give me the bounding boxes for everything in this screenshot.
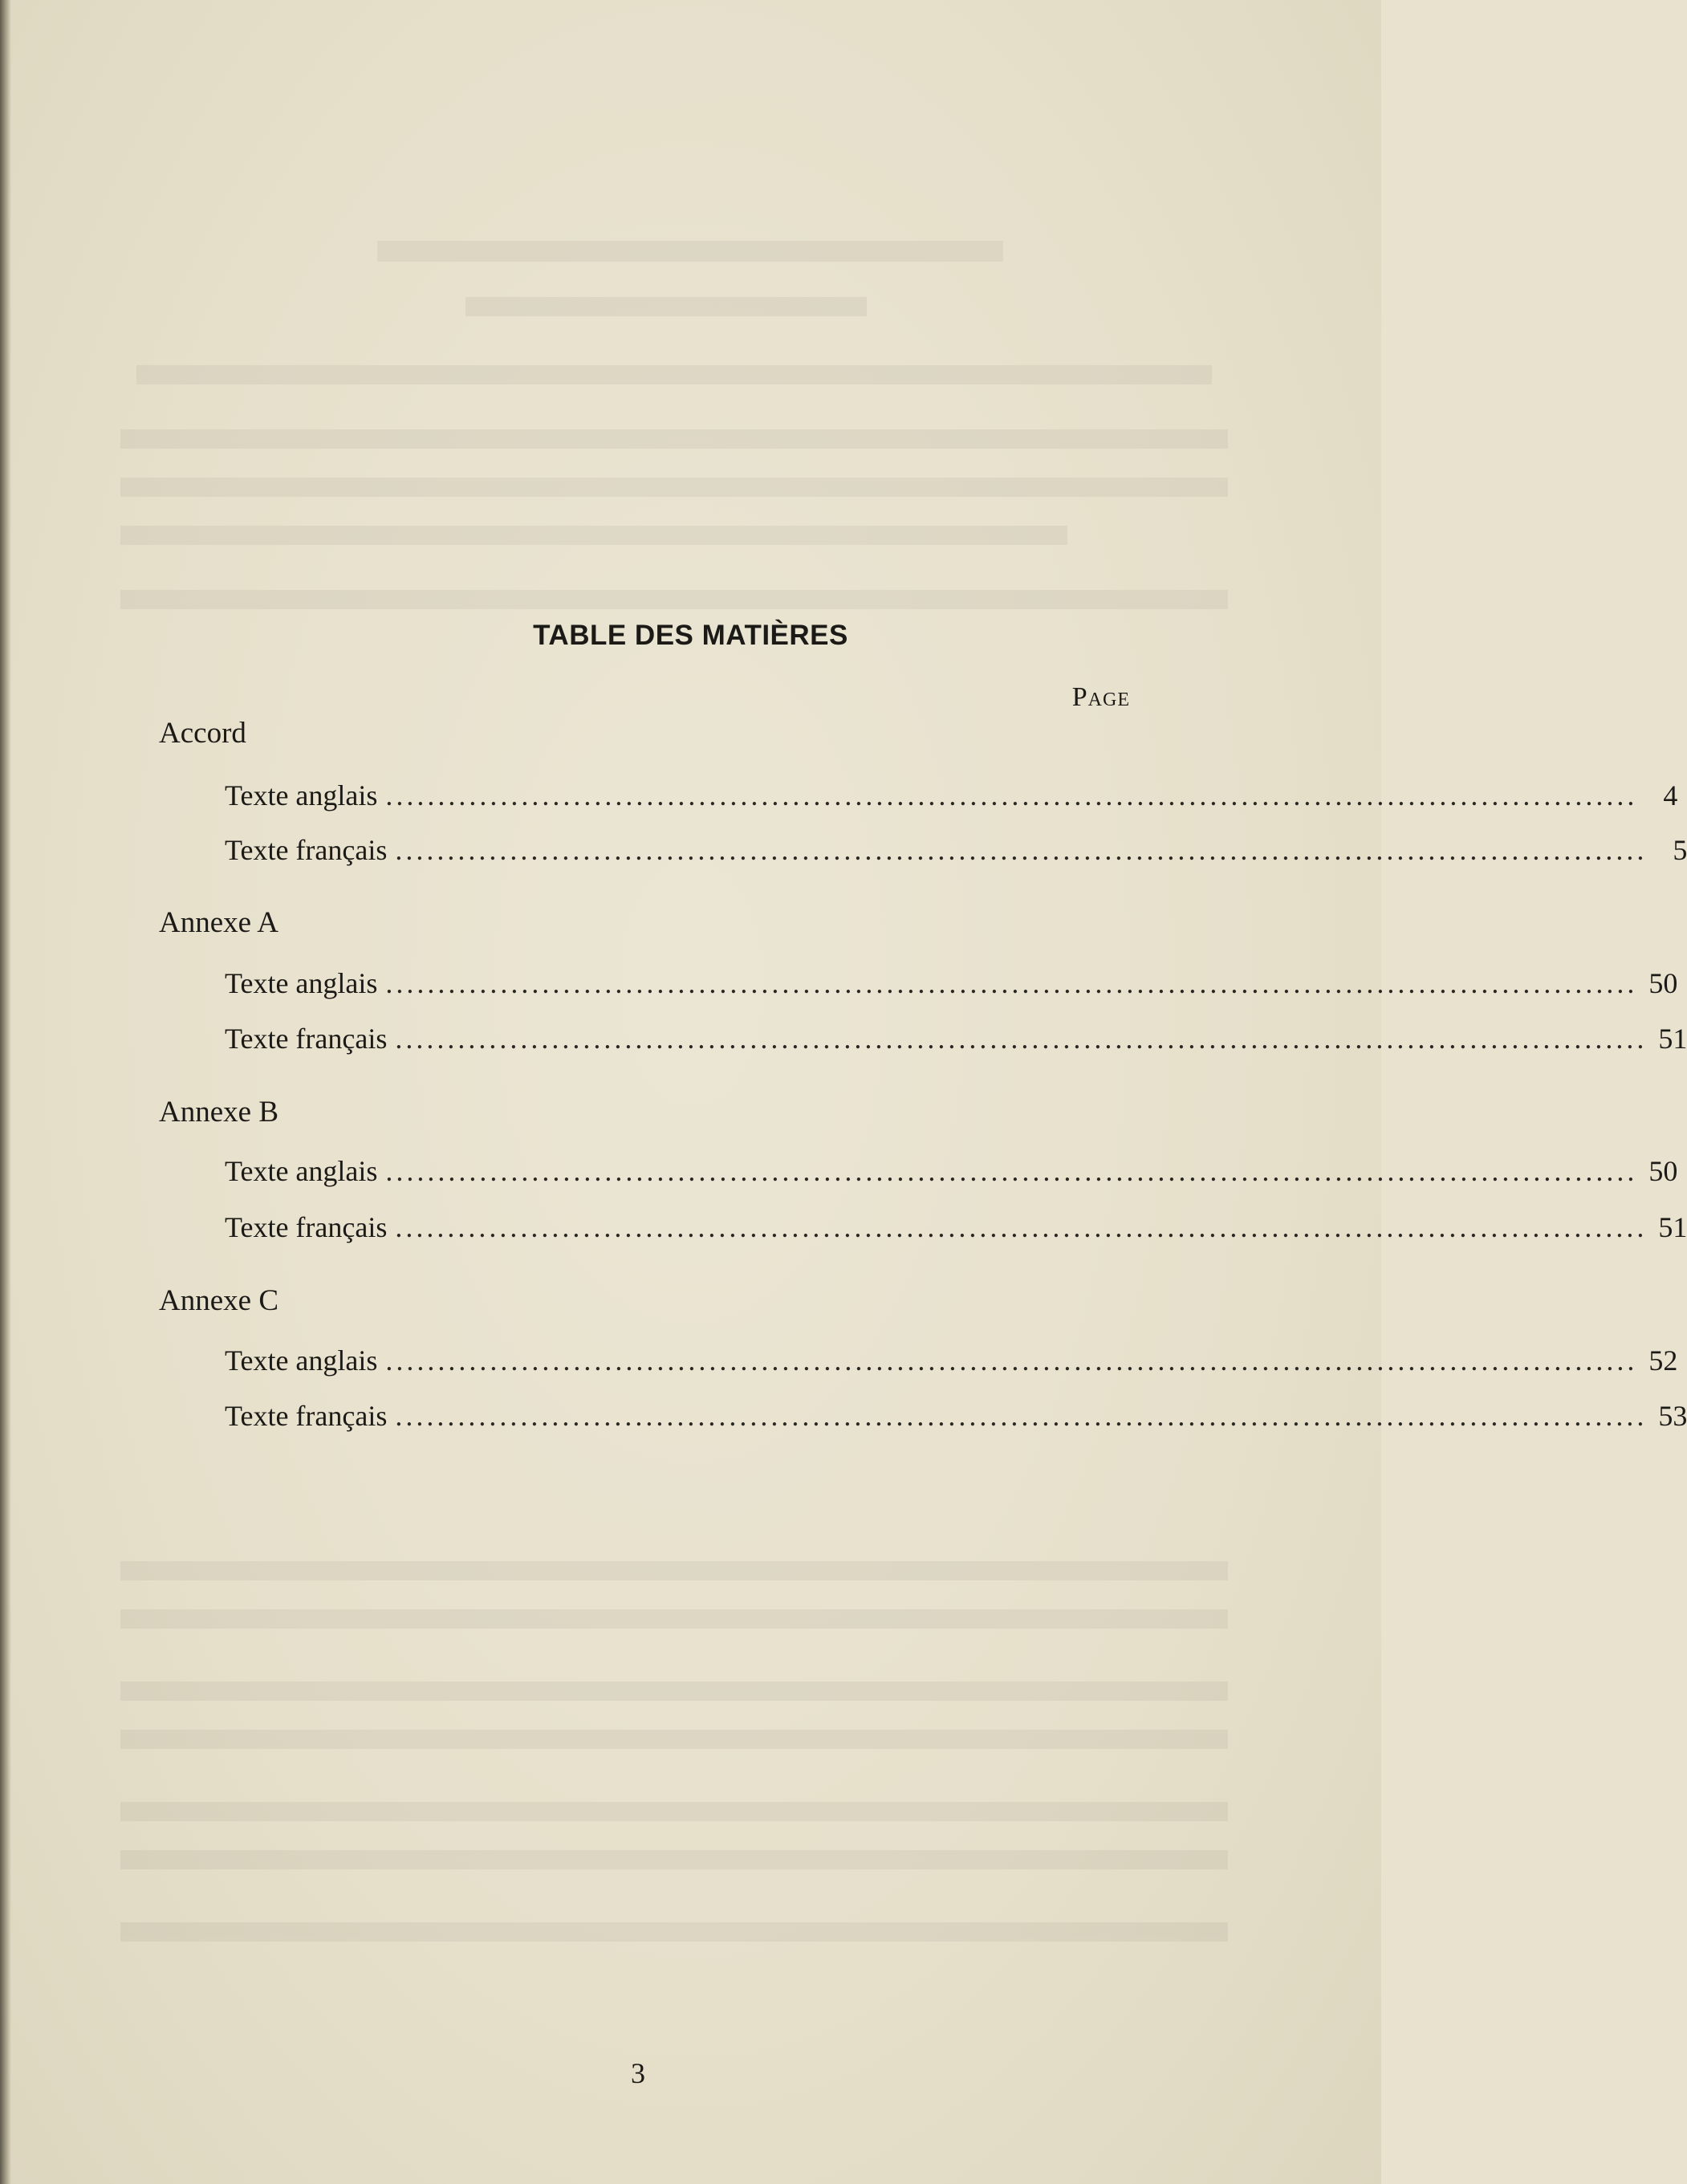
toc-entry-page: 50 [1648, 967, 1678, 999]
section-title-annexe-a: Annexe A [159, 906, 278, 939]
toc-entry[interactable] [225, 966, 1678, 1000]
toc-entry-label: Texte français [225, 1211, 388, 1243]
toc-entry-page: 4 [1663, 779, 1678, 811]
toc-entry-page: 50 [1648, 1155, 1678, 1187]
leader-dots: ........................................................................................................................ [385, 1344, 1638, 1377]
section-title-annexe-c: Annexe C [159, 1284, 278, 1317]
leader-dots: ........................................................................................................................ [395, 1023, 1648, 1055]
section-title-accord: Accord [159, 717, 246, 750]
toc-entry-label: Texte anglais [225, 779, 378, 811]
toc-entry[interactable] [225, 1399, 1687, 1433]
toc-entry-label: Texte anglais [225, 1155, 378, 1187]
toc-entry-page: 5 [1673, 834, 1687, 866]
toc-entry[interactable] [225, 779, 1678, 812]
leader-dots: ........................................................................................................................ [385, 779, 1638, 811]
toc-entry-label: Texte français [225, 1023, 388, 1055]
toc-entry-label: Texte anglais [225, 1344, 378, 1377]
leader-dots: ........................................................................................................................ [395, 1400, 1648, 1432]
leader-dots: ........................................................................................................................ [395, 1211, 1648, 1243]
toc-entry-page: 51 [1658, 1023, 1687, 1055]
page-number: 3 [631, 2057, 645, 2089]
toc-entry[interactable] [225, 1022, 1687, 1055]
toc-entry-page: 53 [1658, 1400, 1687, 1432]
toc-entry-label: Texte français [225, 1400, 388, 1432]
page-binding-edge [0, 0, 11, 2184]
toc-entry-page: 51 [1658, 1211, 1687, 1243]
section-title-annexe-b: Annexe B [159, 1096, 278, 1129]
toc-entry[interactable] [225, 833, 1687, 867]
toc-entry[interactable] [225, 1154, 1678, 1188]
page-column-label: Page [1071, 682, 1130, 712]
leader-dots: ........................................................................................................................ [385, 967, 1638, 999]
leader-dots: ........................................................................................................................ [385, 1155, 1638, 1187]
leader-dots: ........................................................................................................................ [395, 834, 1648, 866]
toc-entry[interactable] [225, 1344, 1678, 1377]
toc-entry[interactable] [225, 1210, 1687, 1244]
toc-entry-label: Texte français [225, 834, 388, 866]
toc-entry-page: 52 [1648, 1344, 1678, 1377]
toc-title: TABLE DES MATIÈRES [533, 620, 848, 651]
toc-entry-label: Texte anglais [225, 967, 378, 999]
